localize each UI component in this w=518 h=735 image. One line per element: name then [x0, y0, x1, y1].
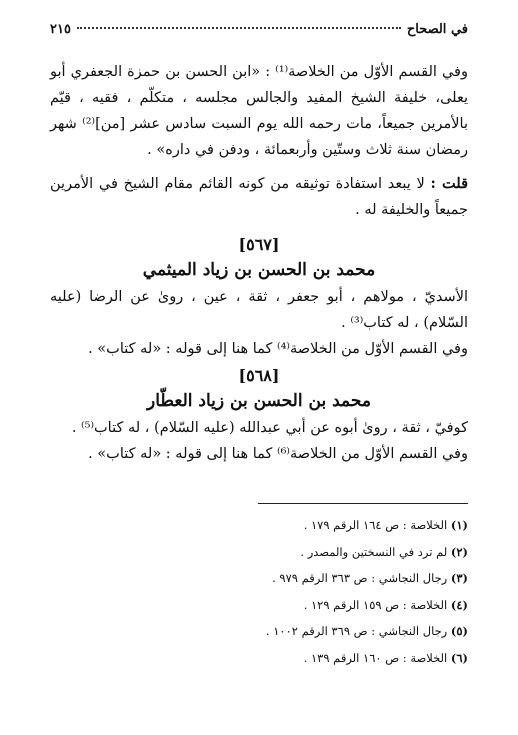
footnote-text: رجال النجاشي : ص ٣٦٩ الرقم ١٠٠٢ .	[265, 624, 448, 638]
entry-number-567: [٥٦٧]	[238, 235, 280, 254]
running-title: في الصحاح	[406, 22, 468, 37]
leader-dots	[77, 27, 401, 29]
footnote-number: (٦)	[450, 650, 468, 665]
footnote-text: الخلاصة : ص ١٥٩ الرقم ١٢٩ .	[303, 597, 448, 612]
footnote	[50, 539, 468, 566]
remark-label: قلت :	[430, 175, 469, 192]
entry-568-khulasa: وفي القسم الأوّل من الخلاصة⁽⁶⁾ كما هنا إلى قوله : «له كتاب» .	[88, 446, 468, 462]
entry-567-text: الأسديّ ، مولاهم ، أبو جعفر ، ثقة ، عين ، روىٰ عن الرضا (عليه السّلام) ، له كتاب⁽³⁾ .	[50, 289, 468, 331]
entry-568-text: كوفيّ ، ثقة ، روىٰ أبوه عن أبي عبدالله (عليه السّلام) ، له كتاب⁽⁵⁾ .	[71, 420, 468, 436]
footnote-text: الخلاصة : ص ١٦٠ الرقم ١٣٩ .	[303, 650, 448, 665]
footnote-text: لم ترد في النسختين والمصدر .	[300, 544, 448, 559]
page-number: ٢١٥	[50, 22, 71, 37]
footnotes	[50, 512, 468, 671]
entry-number-568: [٥٦٨]	[238, 366, 280, 385]
footnote	[50, 645, 468, 672]
footnote-number: (٥)	[450, 624, 468, 638]
remark-text: لا يبعد استفادة توثيقه من كونه القائم مقام الشيخ في الأمرين جميعاً والخليفة له .	[50, 176, 468, 218]
footnote-number: (٢)	[450, 544, 468, 559]
footnote-rule	[258, 503, 468, 504]
footnote-number: (٤)	[450, 597, 468, 612]
footnote	[50, 512, 468, 539]
footnote-text: رجال النجاشي : ص ٣٦٣ الرقم ٩٧٩ .	[272, 571, 448, 585]
footnote	[50, 565, 468, 592]
footnote-text: الخلاصة : ص ١٦٤ الرقم ١٧٩ .	[303, 518, 448, 532]
running-head	[50, 22, 468, 45]
footnote-number: (٣)	[450, 571, 468, 585]
entry-heading-567: محمد بن الحسن بن زياد الميثمي	[142, 260, 376, 280]
footnote	[50, 592, 468, 619]
footnote	[50, 618, 468, 645]
footnote-number: (١)	[450, 518, 468, 532]
paragraph-remark	[50, 171, 468, 223]
paragraph-khulasa: وفي القسم الأوّل من الخلاصة⁽¹⁾ : «ابن الحسن بن حمزة الجعفري أبو يعلى، خليفة الشيخ المفيد والجالس مجلسه ، متكلّم ، فقيه ، قيّم بالأمرين جميعاً، مات رحمه الله يوم السبت سادس عشر [من]⁽²⁾ شهر رمضان سنة ثلاث وستّين وأربعمائة ، ودفن في داره» .	[50, 64, 468, 158]
entry-567-khulasa: وفي القسم الأوّل من الخلاصة⁽⁴⁾ كما هنا إلى قوله : «له كتاب» .	[88, 341, 468, 357]
entry-heading-568: محمد بن الحسن بن زياد العطّار	[147, 391, 371, 411]
